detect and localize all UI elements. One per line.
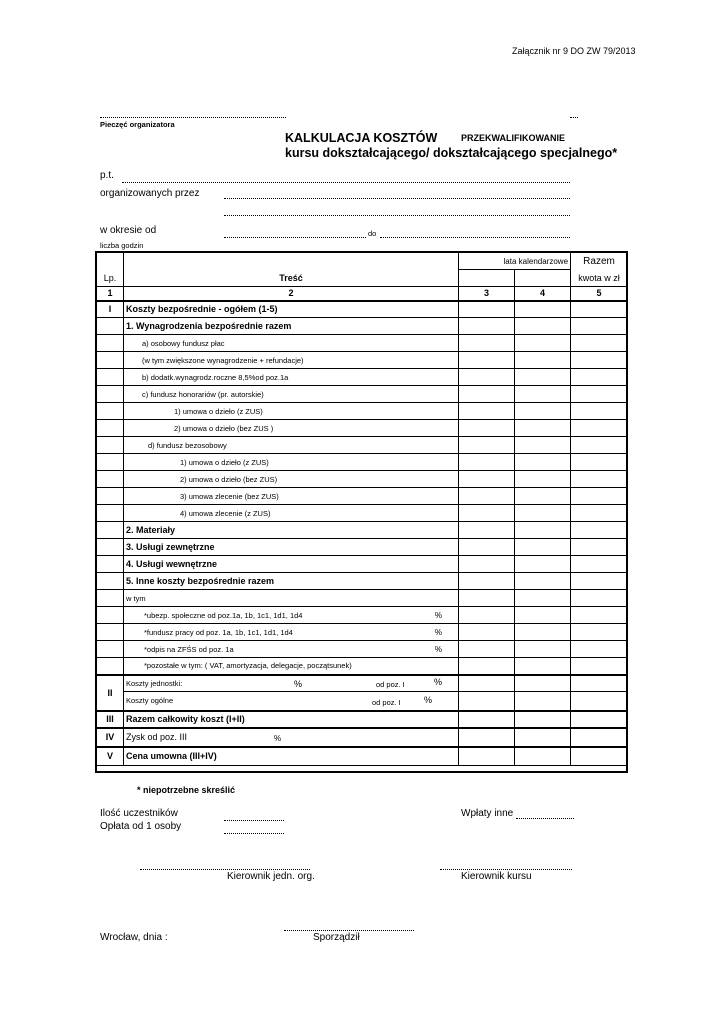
cell[interactable] — [571, 747, 628, 766]
row-text: 1) umowa o dzieło (z ZUS) — [174, 406, 263, 416]
value-cell[interactable] — [515, 539, 571, 556]
row-lp — [97, 335, 124, 352]
value-cell[interactable] — [571, 505, 628, 522]
col-num-2: 2 — [124, 287, 459, 301]
row-lp — [97, 488, 124, 505]
row-text: 2) umowa o dzieło (bez ZUS) — [180, 474, 278, 484]
cell[interactable] — [571, 675, 628, 692]
value-cell[interactable] — [515, 454, 571, 471]
value-cell[interactable] — [459, 505, 515, 522]
unit-costs-from: od poz. I — [376, 679, 405, 689]
row-lp — [97, 437, 124, 454]
row-lp-iii: III — [97, 711, 124, 728]
table-row — [97, 420, 628, 437]
cell[interactable] — [459, 692, 515, 711]
table-row — [97, 454, 628, 471]
unit-costs-label: Koszty jednostki: — [126, 678, 183, 688]
unit-costs-pct-2: % — [434, 676, 443, 687]
value-cell[interactable] — [515, 590, 571, 607]
col-num-3: 3 — [459, 287, 515, 301]
value-cell[interactable] — [459, 403, 515, 420]
row-label — [124, 369, 459, 386]
value-cell[interactable] — [515, 420, 571, 437]
pt-label: p.t. — [100, 170, 114, 181]
lp-header-top — [97, 253, 124, 270]
organized-by-line-2[interactable] — [224, 215, 570, 216]
calendar-years-header: lata kalendarzowe — [459, 253, 571, 270]
stamp-line — [100, 117, 286, 118]
row-lp — [97, 658, 124, 675]
value-cell[interactable] — [515, 522, 571, 539]
table-row — [97, 590, 628, 607]
content-header-top — [124, 253, 459, 270]
value-cell[interactable] — [571, 386, 628, 403]
value-cell[interactable] — [459, 488, 515, 505]
period-from-line[interactable] — [224, 237, 366, 238]
table-row — [97, 335, 628, 352]
row-lp — [97, 386, 124, 403]
value-cell[interactable] — [459, 590, 515, 607]
profit-pct: % — [274, 733, 282, 743]
head-unit-sign-line[interactable] — [140, 869, 310, 870]
row-label — [124, 403, 459, 420]
value-cell[interactable] — [515, 335, 571, 352]
row-label — [124, 641, 459, 658]
row-label — [124, 318, 459, 335]
value-cell[interactable] — [459, 573, 515, 590]
value-cell[interactable] — [571, 522, 628, 539]
table-row — [97, 522, 628, 539]
row-label — [124, 590, 459, 607]
value-cell[interactable] — [571, 403, 628, 420]
general-costs-pct: % — [424, 695, 433, 705]
content-header: Treść — [124, 270, 459, 287]
total-cost-label: Razem całkowity koszt (I+II) — [124, 711, 459, 728]
cell[interactable] — [515, 711, 571, 728]
row-text: a) osobowy fundusz płac — [142, 338, 225, 348]
row-lp — [97, 352, 124, 369]
row-pct: % — [434, 610, 442, 620]
value-cell[interactable] — [571, 573, 628, 590]
value-cell[interactable] — [515, 607, 571, 624]
document-title: KALKULACJA KOSZTÓW — [285, 131, 438, 145]
row-pct: % — [434, 644, 442, 654]
profit-cell — [124, 728, 459, 747]
prepared-by-label: Sporządził — [313, 932, 360, 943]
col-num-5: 5 — [571, 287, 628, 301]
value-cell[interactable] — [459, 301, 515, 318]
row-lp: I — [97, 301, 124, 318]
row-lp — [97, 318, 124, 335]
table-row — [97, 318, 628, 335]
col-num-4: 4 — [515, 287, 571, 301]
stamp-line-right — [570, 117, 578, 118]
value-cell[interactable] — [459, 624, 515, 641]
hours-label: liczba godzin — [100, 241, 144, 250]
period-to-label: do — [368, 229, 377, 238]
row-lp — [97, 471, 124, 488]
row-label — [124, 488, 459, 505]
value-cell[interactable] — [459, 471, 515, 488]
value-cell[interactable] — [459, 556, 515, 573]
row-text: *ubezp. społeczne od poz.1a, 1b, 1c1, 1d1, 1d4 — [144, 610, 303, 620]
row-lp — [97, 624, 124, 641]
value-cell[interactable] — [459, 386, 515, 403]
year-2-cell — [515, 270, 571, 287]
value-cell[interactable] — [459, 318, 515, 335]
row-label — [124, 607, 459, 624]
stamp-label: Pieczęć organizatora — [100, 120, 175, 129]
value-cell[interactable] — [515, 641, 571, 658]
row-text: 1) umowa o dzieło (z ZUS) — [180, 457, 269, 467]
unit-costs-pct: % — [294, 678, 303, 689]
row-text: 3. Usługi zewnętrzne — [126, 542, 215, 552]
cell[interactable] — [459, 728, 515, 747]
table-row — [97, 488, 628, 505]
row-label — [124, 624, 459, 641]
row-label — [124, 386, 459, 403]
row-lp — [97, 573, 124, 590]
row-text: (w tym zwiększone wynagrodzenie + refundacje) — [142, 355, 304, 365]
total-header: Razem — [571, 253, 628, 270]
row-label — [124, 522, 459, 539]
row-text: 2. Materiały — [126, 525, 176, 535]
value-cell[interactable] — [459, 437, 515, 454]
value-cell[interactable] — [571, 607, 628, 624]
value-cell[interactable] — [571, 369, 628, 386]
row-lp — [97, 420, 124, 437]
value-cell[interactable] — [515, 437, 571, 454]
row-text: 4. Usługi wewnętrzne — [126, 559, 218, 569]
row-label — [124, 352, 459, 369]
table-row — [97, 369, 628, 386]
cell[interactable] — [515, 728, 571, 747]
row-text: 5. Inne koszty bezpośrednie razem — [126, 576, 275, 586]
value-cell[interactable] — [515, 471, 571, 488]
row-pct: % — [434, 627, 442, 637]
row-label — [124, 658, 459, 675]
row-lp — [97, 369, 124, 386]
table-row — [97, 658, 628, 675]
value-cell[interactable] — [459, 658, 515, 675]
table-row — [97, 641, 628, 658]
value-cell[interactable] — [459, 420, 515, 437]
value-cell[interactable] — [459, 352, 515, 369]
row-text: d) fundusz bezosobowy — [148, 440, 227, 450]
value-cell[interactable] — [571, 658, 628, 675]
amount-header: kwota w zł — [571, 270, 628, 287]
row-lp — [97, 641, 124, 658]
value-cell[interactable] — [515, 386, 571, 403]
table-row — [97, 624, 628, 641]
title-tag: PRZEKWALIFIKOWANIE — [461, 133, 565, 143]
table-row — [97, 437, 628, 454]
table-row — [97, 301, 628, 318]
table-row — [97, 403, 628, 420]
row-text: 3) umowa zlecenie (bez ZUS) — [180, 491, 279, 501]
row-lp-v: V — [97, 747, 124, 766]
row-text: *pozostałe w tym: ( VAT, amortyzacja, delegacje, początsunek) — [144, 661, 352, 671]
period-to-line[interactable] — [380, 237, 570, 238]
value-cell[interactable] — [571, 624, 628, 641]
value-cell[interactable] — [515, 318, 571, 335]
period-from-label: w okresie od — [100, 225, 157, 236]
head-unit-label: Kierownik jedn. org. — [227, 871, 315, 882]
value-cell[interactable] — [459, 369, 515, 386]
table-row — [97, 505, 628, 522]
table-row — [97, 386, 628, 403]
row-text: *fundusz pracy od poz. 1a, 1b, 1c1, 1d1, 1d4 — [144, 627, 293, 637]
cell[interactable] — [515, 675, 571, 692]
value-cell[interactable] — [459, 641, 515, 658]
row-label — [124, 454, 459, 471]
value-cell[interactable] — [515, 488, 571, 505]
value-cell[interactable] — [459, 335, 515, 352]
row-lp — [97, 590, 124, 607]
cell[interactable] — [515, 747, 571, 766]
organized-by-label: organizowanych przez — [100, 188, 200, 199]
value-cell[interactable] — [515, 573, 571, 590]
place-date-label: Wrocław, dnia : — [100, 932, 168, 943]
year-1-cell — [459, 270, 515, 287]
price-label: Cena umowna (III+IV) — [124, 747, 459, 766]
value-cell[interactable] — [571, 488, 628, 505]
participants-line[interactable] — [224, 820, 284, 821]
cell[interactable] — [515, 692, 571, 711]
course-head-label: Kierownik kursu — [461, 871, 532, 882]
value-cell[interactable] — [515, 403, 571, 420]
row-text: b) dodatk.wynagrodz.roczne 8,5%od poz.1a — [142, 372, 289, 382]
organized-by-line[interactable] — [224, 198, 570, 199]
table-row — [97, 556, 628, 573]
attachment-note: Załącznik nr 9 DO ZW 79/2013 — [512, 46, 636, 56]
other-payments-line[interactable] — [516, 818, 574, 819]
value-cell[interactable] — [571, 420, 628, 437]
cell[interactable] — [459, 711, 515, 728]
value-cell[interactable] — [571, 471, 628, 488]
lp-header: Lp. — [97, 270, 124, 287]
value-cell[interactable] — [571, 590, 628, 607]
row-lp — [97, 505, 124, 522]
row-label — [124, 301, 459, 318]
value-cell[interactable] — [571, 641, 628, 658]
value-cell[interactable] — [571, 556, 628, 573]
value-cell[interactable] — [515, 301, 571, 318]
course-head-sign-line[interactable] — [440, 869, 572, 870]
row-text: c) fundusz honorariów (pr. autorskie) — [142, 389, 264, 399]
general-costs-cell — [124, 692, 459, 711]
value-cell[interactable] — [571, 301, 628, 318]
row-label — [124, 471, 459, 488]
cell[interactable] — [459, 675, 515, 692]
table-row — [97, 607, 628, 624]
row-lp — [97, 454, 124, 471]
general-costs-from: od poz. I — [372, 698, 401, 707]
row-lp-iv: IV — [97, 728, 124, 747]
unit-costs-cell — [124, 675, 459, 692]
value-cell[interactable] — [515, 369, 571, 386]
value-cell[interactable] — [515, 505, 571, 522]
value-cell[interactable] — [571, 318, 628, 335]
row-label — [124, 420, 459, 437]
row-text: *odpis na ZFŚS od poz. 1a — [144, 644, 234, 654]
cell[interactable] — [571, 711, 628, 728]
general-costs-label: Koszty ogólne — [126, 696, 174, 706]
cost-table — [96, 252, 628, 766]
row-lp — [97, 403, 124, 420]
value-cell[interactable] — [515, 658, 571, 675]
row-text: 4) umowa zlecenie (z ZUS) — [180, 508, 271, 518]
row-label — [124, 573, 459, 590]
col-num-1: 1 — [97, 287, 124, 301]
document-subtitle: kursu dokształcającego/ dokształcającego specjalnego* — [285, 146, 618, 160]
row-lp — [97, 539, 124, 556]
footnote: * niepotrzebne skreślić — [137, 785, 236, 795]
row-lp — [97, 607, 124, 624]
row-label — [124, 335, 459, 352]
value-cell[interactable] — [515, 624, 571, 641]
value-cell[interactable] — [571, 335, 628, 352]
value-cell[interactable] — [459, 607, 515, 624]
row-label — [124, 539, 459, 556]
value-cell[interactable] — [459, 454, 515, 471]
table-row — [97, 573, 628, 590]
table-row — [97, 352, 628, 369]
row-label — [124, 437, 459, 454]
cell[interactable] — [571, 692, 628, 711]
value-cell[interactable] — [459, 522, 515, 539]
fee-line[interactable] — [224, 833, 284, 834]
value-cell[interactable] — [571, 352, 628, 369]
row-label — [124, 556, 459, 573]
row-text: w tym — [126, 593, 146, 603]
row-lp-ii: II — [97, 675, 124, 711]
row-lp — [97, 556, 124, 573]
participants-label: Ilość uczestników — [100, 808, 178, 819]
row-text: 2) umowa o dzieło (bez ZUS ) — [174, 423, 274, 433]
pt-line[interactable] — [122, 182, 570, 183]
cell[interactable] — [459, 747, 515, 766]
table-row — [97, 471, 628, 488]
cell[interactable] — [571, 728, 628, 747]
value-cell[interactable] — [571, 437, 628, 454]
row-label — [124, 505, 459, 522]
value-cell[interactable] — [571, 454, 628, 471]
value-cell[interactable] — [571, 539, 628, 556]
value-cell[interactable] — [515, 352, 571, 369]
prepared-sign-line[interactable] — [284, 930, 414, 931]
other-payments-label: Wpłaty inne — [461, 808, 514, 819]
row-lp — [97, 522, 124, 539]
row-text: 1. Wynagrodzenia bezpośrednie razem — [126, 321, 292, 331]
profit-label: Zysk od poz. III — [126, 732, 188, 742]
fee-label: Opłata od 1 osoby — [100, 821, 182, 832]
table-row — [97, 539, 628, 556]
value-cell[interactable] — [459, 539, 515, 556]
value-cell[interactable] — [515, 556, 571, 573]
row-text: Koszty bezpośrednie - ogółem (1-5) — [126, 304, 278, 315]
